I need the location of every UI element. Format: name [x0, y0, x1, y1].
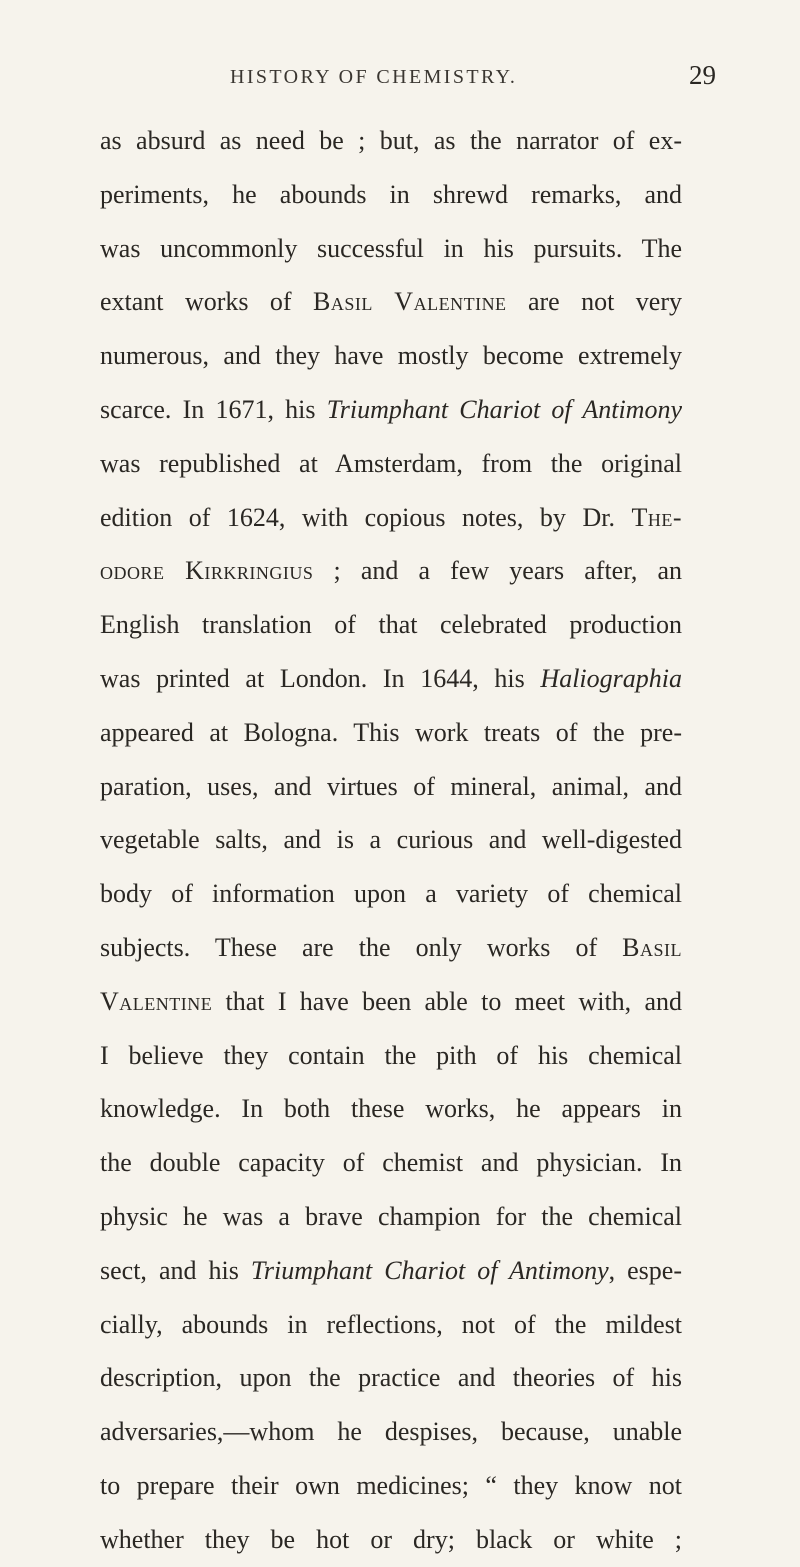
text-run: periments, he abounds in shrewd remarks, and: [100, 179, 682, 209]
small-caps-name: odore Kirkringius: [100, 556, 314, 586]
text-line: [100, 760, 682, 814]
text-run: description, upon the practice and theories of his: [100, 1363, 682, 1393]
text-run: was printed at London. In 1644, his: [100, 663, 541, 693]
text-line: [100, 1298, 682, 1352]
text-line: [100, 491, 682, 545]
text-line: [100, 1405, 682, 1459]
small-caps-name: Valentine: [100, 986, 213, 1016]
small-caps-name: Basil Valentine: [313, 287, 507, 317]
text-line: [100, 437, 682, 491]
text-run: body of information upon a variety of chemical: [100, 879, 682, 909]
text-run: cially, abounds in reflections, not of the mildest: [100, 1309, 682, 1339]
text-line: [100, 706, 682, 760]
text-run: edition of 1624, with copious notes, by Dr.: [100, 502, 632, 532]
text-line: [100, 867, 682, 921]
text-run: adversaries,—whom he despises, because, unable: [100, 1417, 682, 1447]
text-run: paration, uses, and virtues of mineral, animal, and: [100, 771, 682, 801]
text-line: [100, 1459, 682, 1513]
text-line: [100, 975, 682, 1029]
text-run: , espe-: [608, 1255, 682, 1285]
page-number: 29: [689, 60, 716, 90]
text-line: [100, 652, 682, 706]
text-line: [100, 1244, 682, 1298]
text-line: [100, 921, 682, 975]
text-line: [100, 329, 682, 383]
text-run: ; and a few years after, an: [313, 556, 682, 586]
italic-title: Triumphant Chariot of Antimony: [250, 1255, 609, 1285]
text-line: [100, 598, 682, 652]
text-run: scarce. In 1671, his: [100, 394, 327, 424]
body-text: [100, 114, 682, 1567]
small-caps-name: The-: [631, 502, 682, 532]
text-run: English translation of that celebrated production: [100, 610, 682, 640]
italic-title: Triumphant Chariot of Antimony: [326, 394, 682, 424]
text-run: vegetable salts, and is a curious and well-digested: [100, 825, 682, 855]
text-line: [100, 544, 682, 598]
text-line: [100, 275, 682, 329]
text-line: [100, 114, 682, 168]
text-line: [100, 1351, 682, 1405]
text-run: appeared at Bologna. This work treats of the pre-: [100, 717, 682, 747]
running-title: HISTORY OF CHEMISTRY.: [230, 66, 518, 88]
text-run: that I have been able to meet with, and: [212, 986, 682, 1016]
text-run: knowledge. In both these works, he appears in: [100, 1094, 682, 1124]
text-line: [100, 1190, 682, 1244]
text-line: [100, 1082, 682, 1136]
text-line: [100, 813, 682, 867]
text-run: sect, and his: [100, 1255, 251, 1285]
text-run: was uncommonly successful in his pursuits. The: [100, 233, 682, 263]
text-line: [100, 222, 682, 276]
text-line: [100, 168, 682, 222]
text-run: are not very: [506, 287, 682, 317]
text-run: whether they be hot or dry; black or white ;: [100, 1524, 682, 1554]
text-run: as absurd as need be ; but, as the narrator of ex-: [100, 126, 682, 155]
text-run: numerous, and they have mostly become extremely: [100, 341, 682, 371]
text-run: subjects. These are the only works of: [100, 932, 623, 962]
text-run: the double capacity of chemist and physician. In: [100, 1148, 682, 1178]
text-run: to prepare their own medicines; “ they know not: [100, 1470, 682, 1500]
text-run: I believe they contain the pith of his chemical: [100, 1040, 682, 1070]
text-run: extant works of: [100, 287, 314, 317]
small-caps-name: Basil: [622, 932, 682, 962]
text-run: physic he was a brave champion for the chemical: [100, 1201, 682, 1231]
text-run: was republished at Amsterdam, from the original: [100, 448, 682, 478]
italic-title: Haliographia: [540, 663, 682, 693]
text-line: [100, 1136, 682, 1190]
running-head: [0, 60, 800, 94]
text-line: [100, 383, 682, 437]
text-line: [100, 1513, 682, 1567]
text-line: [100, 1029, 682, 1083]
